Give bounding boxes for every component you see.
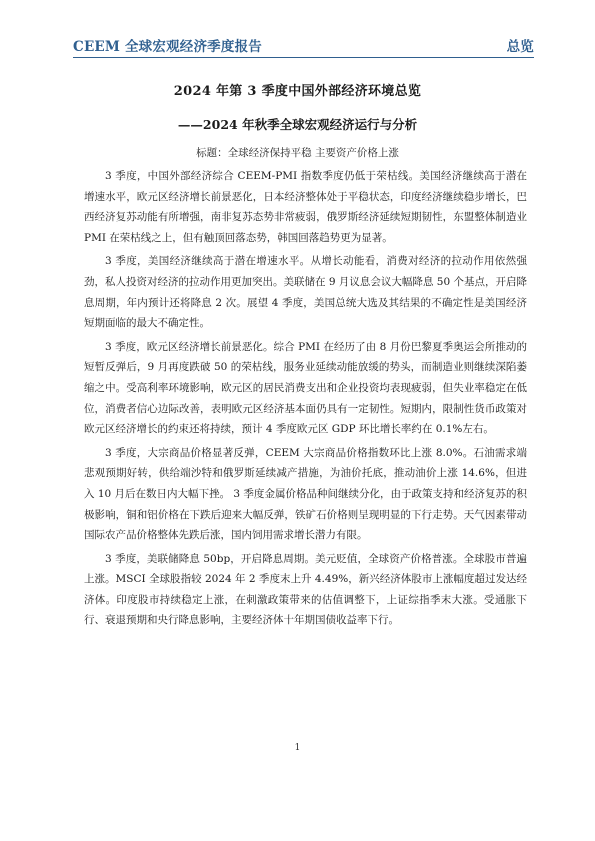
page-number: 1 [294,743,301,753]
paragraph: 3 季度，欧元区经济增长前景恶化。综合 PMI 在经历了由 8 月份巴黎夏季奥运会所推动的短暂反弹后，9 月再度跌破 50 的荣枯线，服务业延续动能放缓的势头，而制造业则继续深陷萎缩之中。受高利率环境影响，欧元区的居民消费支出和企业投资均表现疲弱，但失业率稳定在低位，消费者信心边际改善，表明欧元区经济基本面仍具有一定韧性。短期内，限制性货币政策对欧元区经济增长的约束还将持续，预计 4 季度欧元区 GDP 环比增长率约在 0.1%左右。 [84,340,527,436]
section-label: 总览 [506,39,534,55]
paragraph: 3 季度，大宗商品价格显著反弹，CEEM 大宗商品价格指数环比上涨 8.0%。石油需求端悲观预期好转，供给端沙特和俄罗斯延续减产措施，为油价托底，推动油价上涨 14.6%，但进入 10 月后在数日内大幅下挫。 3 季度金属价格品种间继续分化，由于政策支持和经济复苏的积极影响，铜和铝价格在下跌后迎来大幅反弹，铁矿石价格则呈现明显的下行走势。天气因素带动国际农产品价格整体先跌后涨，国内饲用需求增长潜力有限。 [84,446,527,542]
page-title: 2024 年第 3 季度中国外部经济环境总览 [173,84,422,99]
topic-label: 标题：全球经济保持平稳 主要资产价格上涨 [196,147,399,159]
paragraph: 3 季度，中国外部经济综合 CEEM-PMI 指数季度仍低于荣枯线。美国经济继续高于潜在增速水平，欧元区经济增长前景恶化，日本经济整体处于平稳状态，印度经济继续稳步增长，巴西经济复苏动能有所增强，南非复苏态势非常疲弱，俄罗斯经济延续短期韧性，东盟整体制造业 PMI 在荣枯线之上，但有触顶回落态势，韩国回落趋势更为显著。 [84,170,527,244]
report-series-title: CEEM 全球宏观经济季度报告 [73,39,262,55]
paragraph: 3 季度，美国经济继续高于潜在增速水平。从增长动能看，消费对经济的拉动作用依然强劲，私人投资对经济的拉动作用更加突出。美联储在 9 月议息会议大幅降息 50 个基点，开启降息周期，年内预计还将降息 2 次。展望 4 季度，美国总统大选及其结果的不确定性是美国经济短期面临的最大不确定性。 [84,255,527,330]
paragraph: 3 季度，美联储降息 50bp，开启降息周期。美元贬值，全球资产价格普涨。全球股市普遍上涨。MSCI 全球股指较 2024 年 2 季度末上升 4.49%，新兴经济体股市上涨幅度超过发达经济体。印度股市持续稳定上涨，在刺激政策带来的估值调整下，上证综指季末大涨。受通胀下行、衰退预期和央行降息影响，主要经济体十年期国债收益率下行。 [84,552,527,627]
body-text [84,166,527,634]
running-header [73,27,534,58]
page-subtitle: ——2024 年秋季全球宏观经济运行与分析 [177,117,418,132]
